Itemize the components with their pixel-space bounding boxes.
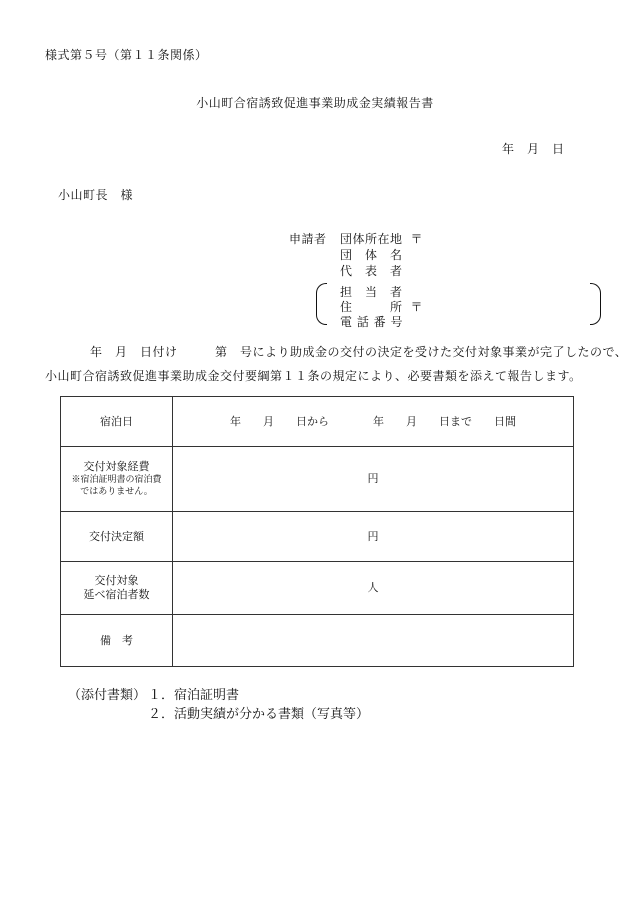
representative-label: 代 表 者	[340, 264, 403, 278]
eligible-cost-value: 円	[173, 447, 574, 512]
remarks-value	[173, 615, 574, 667]
contact-person-label: 担 当 者	[340, 285, 403, 299]
body-line-1: 年 月 日付け 第 号により助成金の交付の決定を受けた交付対象事業が完了したので、	[90, 345, 628, 359]
table-row-decided-amount	[61, 512, 574, 562]
date-placeholder: 年 月 日	[502, 142, 565, 156]
eligible-cost-cell	[61, 447, 173, 512]
contact-bracket-left	[316, 283, 327, 325]
contact-bracket-right	[590, 283, 601, 325]
table-row-eligible-cost	[61, 447, 574, 512]
contact-address-label: 住 所	[340, 300, 403, 314]
body-line-2: 小山町合宿誘致促進事業助成金交付要綱第１１条の規定により、必要書類を添えて報告します。	[45, 369, 582, 383]
org-name-label: 団 体 名	[340, 248, 403, 262]
total-guests-label-2: 延べ宿泊者数	[83, 588, 150, 601]
eligible-cost-note-1: ※宿泊証明書の宿泊費	[71, 475, 162, 485]
attachment-item-2: ２．活動実績が分かる書類（写真等）	[148, 707, 370, 722]
decided-amount-label: 交付決定額	[61, 512, 173, 562]
applicant-label: 申請者	[289, 232, 327, 246]
stay-period-value: 年 月 日から 年 月 日まで 日間	[173, 397, 574, 447]
attachment-item-1: １．宿泊証明書	[148, 688, 240, 703]
remarks-label: 備 考	[61, 615, 173, 667]
eligible-cost-note-2: ではありません。	[80, 487, 153, 497]
total-guests-cell	[61, 562, 173, 615]
table-row-total-guests	[61, 562, 574, 615]
org-address-label: 団体所在地	[340, 232, 403, 246]
decided-amount-value: 円	[173, 512, 574, 562]
document-title: 小山町合宿誘致促進事業助成金実績報告書	[196, 96, 434, 110]
contact-phone-label: 電 話 番 号	[340, 315, 403, 329]
contact-zip-mark: 〒	[410, 300, 424, 314]
applicant-org-address	[340, 230, 423, 247]
total-guests-value: 人	[173, 562, 574, 615]
form-number: 様式第５号（第１１条関係）	[45, 48, 208, 62]
total-guests-label-1: 交付対象	[94, 574, 139, 587]
zip-mark: 〒	[410, 232, 424, 246]
table-row-stay-period	[61, 397, 574, 447]
table-row-remarks	[61, 615, 574, 667]
stay-period-label: 宿泊日	[61, 397, 173, 447]
report-table	[60, 396, 574, 667]
addressee: 小山町長 様	[58, 188, 134, 202]
attachments-label: （添付書類）	[68, 688, 147, 703]
eligible-cost-label: 交付対象経費	[83, 460, 150, 473]
